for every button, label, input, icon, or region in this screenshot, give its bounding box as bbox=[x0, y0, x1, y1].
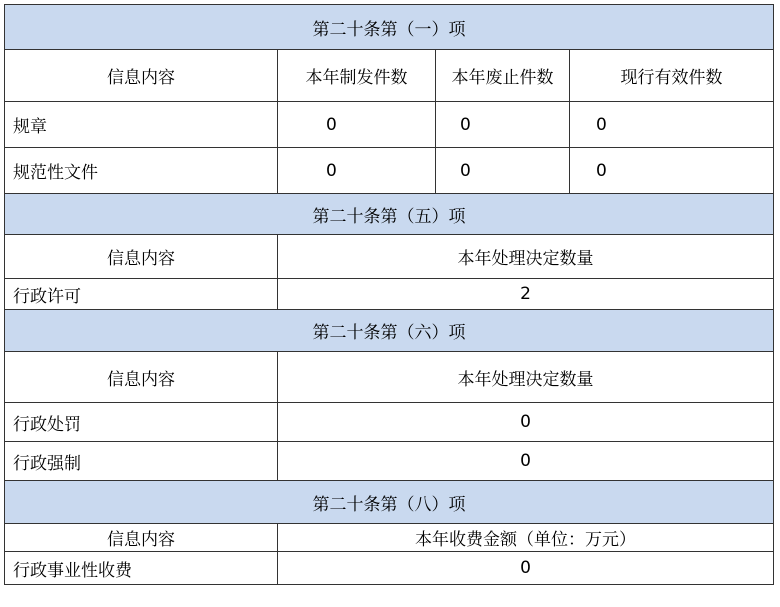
table-row bbox=[4, 552, 774, 585]
issued-count: 0 bbox=[277, 102, 435, 147]
repealed-count: 0 bbox=[435, 102, 569, 147]
column-header-repealed: 本年废止件数 bbox=[435, 50, 569, 101]
column-header-info: 信息内容 bbox=[107, 369, 175, 390]
row-label: 行政事业性收费 bbox=[13, 560, 132, 581]
decision-count: 0 bbox=[277, 442, 773, 480]
column-header-issued: 本年制发件数 bbox=[277, 50, 435, 101]
table-row bbox=[4, 148, 774, 194]
issued-count: 0 bbox=[277, 148, 435, 193]
section-2-column-headers bbox=[4, 235, 774, 279]
valid-count: 0 bbox=[569, 102, 773, 147]
section-3-header bbox=[4, 310, 774, 352]
column-header-info: 信息内容 bbox=[107, 68, 175, 88]
section-2-title: 第二十条第（五）项 bbox=[312, 206, 466, 227]
column-header-info: 信息内容 bbox=[107, 530, 175, 550]
row-label: 规范性文件 bbox=[13, 163, 98, 183]
table-row bbox=[4, 279, 774, 310]
row-label: 行政强制 bbox=[13, 453, 81, 474]
section-4-title: 第二十条第（八）项 bbox=[312, 494, 466, 515]
column-header-valid: 现行有效件数 bbox=[569, 50, 773, 101]
table-row bbox=[4, 442, 774, 481]
table-row bbox=[4, 403, 774, 442]
section-3-title: 第二十条第（六）项 bbox=[312, 323, 466, 343]
column-header-decisions: 本年处理决定数量 bbox=[277, 352, 773, 402]
row-label: 规章 bbox=[13, 117, 47, 137]
table-row bbox=[4, 102, 774, 148]
fee-amount: 0 bbox=[277, 552, 773, 584]
section-1-title: 第二十条第（一）项 bbox=[312, 19, 466, 40]
column-header-decisions: 本年处理决定数量 bbox=[277, 235, 773, 278]
section-4-header bbox=[4, 481, 774, 524]
section-1-column-headers bbox=[4, 50, 774, 102]
disclosure-table bbox=[4, 4, 774, 585]
section-1-header bbox=[4, 4, 774, 50]
row-label: 行政处罚 bbox=[13, 414, 81, 435]
decision-count: 2 bbox=[277, 279, 773, 309]
repealed-count: 0 bbox=[435, 148, 569, 193]
section-3-column-headers bbox=[4, 352, 774, 403]
column-header-info: 信息内容 bbox=[107, 249, 175, 269]
section-2-header bbox=[4, 194, 774, 235]
column-header-fee-amount: 本年收费金额（单位：万元） bbox=[277, 524, 773, 551]
decision-count: 0 bbox=[277, 403, 773, 441]
valid-count: 0 bbox=[569, 148, 773, 193]
row-label: 行政许可 bbox=[13, 286, 81, 307]
section-4-column-headers bbox=[4, 524, 774, 552]
